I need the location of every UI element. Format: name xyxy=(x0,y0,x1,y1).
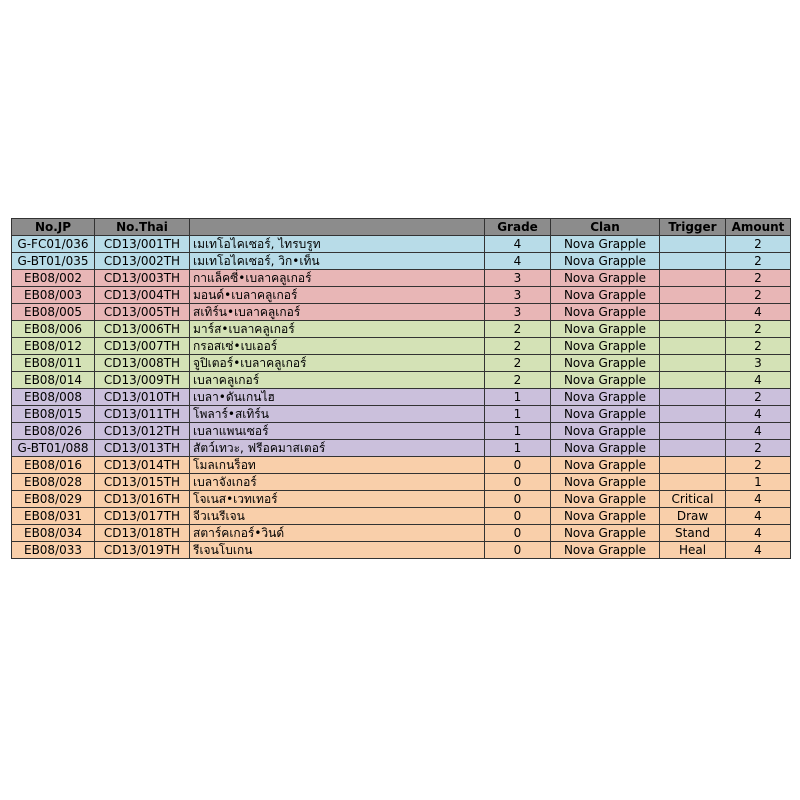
cell-no-jp: EB08/016 xyxy=(12,457,95,474)
cell-no-jp: EB08/011 xyxy=(12,355,95,372)
cell-clan: Nova Grapple xyxy=(551,253,660,270)
table-row xyxy=(12,338,791,355)
cell-no-thai: CD13/015TH xyxy=(95,474,190,491)
cell-trigger xyxy=(660,321,726,338)
cell-grade: 0 xyxy=(485,491,551,508)
table-row xyxy=(12,304,791,321)
header-grade: Grade xyxy=(485,219,551,236)
table-row xyxy=(12,270,791,287)
cell-grade: 1 xyxy=(485,389,551,406)
table-row xyxy=(12,321,791,338)
decklist-table xyxy=(11,218,791,559)
cell-card-name: เบลาคลูเกอร์ xyxy=(190,372,485,389)
cell-no-thai: CD13/010TH xyxy=(95,389,190,406)
cell-card-name: มาร์ส•เบลาคลูเกอร์ xyxy=(190,321,485,338)
cell-grade: 4 xyxy=(485,253,551,270)
table-row xyxy=(12,525,791,542)
cell-clan: Nova Grapple xyxy=(551,389,660,406)
cell-card-name: สัตว์เทวะ, ฟรีอคมาสเตอร์ xyxy=(190,440,485,457)
table-row xyxy=(12,287,791,304)
cell-card-name: เมเทโอไคเซอร์, ไทรบรูท xyxy=(190,236,485,253)
cell-trigger xyxy=(660,287,726,304)
header-card-name xyxy=(190,219,485,236)
table-row xyxy=(12,423,791,440)
cell-clan: Nova Grapple xyxy=(551,423,660,440)
cell-card-name: สเทิร์น•เบลาคลูเกอร์ xyxy=(190,304,485,321)
cell-clan: Nova Grapple xyxy=(551,287,660,304)
cell-no-jp: EB08/026 xyxy=(12,423,95,440)
header-trigger: Trigger xyxy=(660,219,726,236)
table-row xyxy=(12,406,791,423)
cell-card-name: จีวเนรีเจน xyxy=(190,508,485,525)
cell-no-thai: CD13/005TH xyxy=(95,304,190,321)
cell-grade: 4 xyxy=(485,236,551,253)
cell-trigger: Stand xyxy=(660,525,726,542)
table-row xyxy=(12,355,791,372)
cell-card-name: เมเทโอไคเซอร์, วิก•เท็น xyxy=(190,253,485,270)
cell-clan: Nova Grapple xyxy=(551,372,660,389)
cell-grade: 3 xyxy=(485,304,551,321)
cell-clan: Nova Grapple xyxy=(551,270,660,287)
cell-clan: Nova Grapple xyxy=(551,542,660,559)
cell-grade: 0 xyxy=(485,457,551,474)
table-row xyxy=(12,491,791,508)
header-no-jp: No.JP xyxy=(12,219,95,236)
cell-no-thai: CD13/016TH xyxy=(95,491,190,508)
cell-no-jp: EB08/028 xyxy=(12,474,95,491)
cell-no-jp: G-BT01/088 xyxy=(12,440,95,457)
cell-grade: 3 xyxy=(485,270,551,287)
cell-no-jp: EB08/015 xyxy=(12,406,95,423)
cell-trigger xyxy=(660,236,726,253)
cell-trigger: Draw xyxy=(660,508,726,525)
table-row xyxy=(12,542,791,559)
cell-grade: 0 xyxy=(485,474,551,491)
cell-amount: 1 xyxy=(726,474,791,491)
cell-trigger xyxy=(660,457,726,474)
cell-trigger: Critical xyxy=(660,491,726,508)
cell-trigger xyxy=(660,355,726,372)
cell-grade: 2 xyxy=(485,321,551,338)
cell-trigger xyxy=(660,474,726,491)
cell-amount: 2 xyxy=(726,236,791,253)
cell-clan: Nova Grapple xyxy=(551,508,660,525)
cell-card-name: สตาร์คเกอร์•วินด์ xyxy=(190,525,485,542)
cell-clan: Nova Grapple xyxy=(551,457,660,474)
table-row xyxy=(12,372,791,389)
table-row xyxy=(12,389,791,406)
cell-amount: 4 xyxy=(726,525,791,542)
cell-no-jp: G-BT01/035 xyxy=(12,253,95,270)
header-amount: Amount xyxy=(726,219,791,236)
cell-clan: Nova Grapple xyxy=(551,491,660,508)
cell-no-jp: EB08/002 xyxy=(12,270,95,287)
cell-card-name: โมลเกนร็อท xyxy=(190,457,485,474)
cell-grade: 2 xyxy=(485,338,551,355)
cell-card-name: มอนด์•เบลาคลูเกอร์ xyxy=(190,287,485,304)
cell-amount: 2 xyxy=(726,338,791,355)
cell-no-thai: CD13/003TH xyxy=(95,270,190,287)
cell-amount: 2 xyxy=(726,253,791,270)
cell-grade: 1 xyxy=(485,440,551,457)
cell-amount: 2 xyxy=(726,440,791,457)
cell-no-jp: EB08/008 xyxy=(12,389,95,406)
cell-trigger xyxy=(660,389,726,406)
cell-no-thai: CD13/006TH xyxy=(95,321,190,338)
header-row xyxy=(12,219,791,236)
cell-card-name: เบลาแพนเซอร์ xyxy=(190,423,485,440)
cell-amount: 2 xyxy=(726,270,791,287)
cell-no-thai: CD13/017TH xyxy=(95,508,190,525)
cell-grade: 0 xyxy=(485,508,551,525)
cell-amount: 4 xyxy=(726,406,791,423)
cell-no-thai: CD13/012TH xyxy=(95,423,190,440)
header-no-thai: No.Thai xyxy=(95,219,190,236)
cell-no-jp: EB08/014 xyxy=(12,372,95,389)
cell-amount: 4 xyxy=(726,372,791,389)
cell-no-jp: EB08/031 xyxy=(12,508,95,525)
cell-no-thai: CD13/013TH xyxy=(95,440,190,457)
cell-trigger xyxy=(660,270,726,287)
cell-grade: 2 xyxy=(485,372,551,389)
cell-no-jp: EB08/005 xyxy=(12,304,95,321)
cell-trigger xyxy=(660,406,726,423)
cell-trigger: Heal xyxy=(660,542,726,559)
cell-no-jp: EB08/033 xyxy=(12,542,95,559)
cell-no-thai: CD13/008TH xyxy=(95,355,190,372)
header-clan: Clan xyxy=(551,219,660,236)
cell-card-name: เบลา•ดันเกนไฮ xyxy=(190,389,485,406)
cell-no-thai: CD13/009TH xyxy=(95,372,190,389)
cell-no-jp: EB08/012 xyxy=(12,338,95,355)
cell-amount: 4 xyxy=(726,542,791,559)
cell-grade: 1 xyxy=(485,406,551,423)
cell-clan: Nova Grapple xyxy=(551,406,660,423)
cell-no-jp: EB08/029 xyxy=(12,491,95,508)
table-row xyxy=(12,474,791,491)
table-row xyxy=(12,440,791,457)
cell-card-name: จูปิเตอร์•เบลาคลูเกอร์ xyxy=(190,355,485,372)
cell-grade: 0 xyxy=(485,542,551,559)
cell-amount: 4 xyxy=(726,508,791,525)
cell-amount: 4 xyxy=(726,423,791,440)
cell-no-thai: CD13/014TH xyxy=(95,457,190,474)
table-row xyxy=(12,508,791,525)
cell-clan: Nova Grapple xyxy=(551,440,660,457)
cell-no-thai: CD13/002TH xyxy=(95,253,190,270)
cell-no-thai: CD13/001TH xyxy=(95,236,190,253)
cell-no-jp: EB08/006 xyxy=(12,321,95,338)
cell-trigger xyxy=(660,304,726,321)
cell-grade: 0 xyxy=(485,525,551,542)
cell-no-jp: EB08/034 xyxy=(12,525,95,542)
cell-clan: Nova Grapple xyxy=(551,321,660,338)
cell-clan: Nova Grapple xyxy=(551,338,660,355)
cell-no-jp: EB08/003 xyxy=(12,287,95,304)
cell-clan: Nova Grapple xyxy=(551,474,660,491)
cell-amount: 4 xyxy=(726,491,791,508)
cell-grade: 2 xyxy=(485,355,551,372)
cell-trigger xyxy=(660,440,726,457)
cell-amount: 2 xyxy=(726,389,791,406)
cell-trigger xyxy=(660,253,726,270)
cell-no-thai: CD13/007TH xyxy=(95,338,190,355)
cell-no-thai: CD13/004TH xyxy=(95,287,190,304)
cell-amount: 4 xyxy=(726,304,791,321)
cell-clan: Nova Grapple xyxy=(551,355,660,372)
cell-card-name: โพลาร์•สเทิร์น xyxy=(190,406,485,423)
cell-clan: Nova Grapple xyxy=(551,304,660,321)
cell-card-name: กรอสเซ่•เบเออร์ xyxy=(190,338,485,355)
cell-trigger xyxy=(660,423,726,440)
cell-no-thai: CD13/019TH xyxy=(95,542,190,559)
cell-grade: 3 xyxy=(485,287,551,304)
cell-amount: 2 xyxy=(726,321,791,338)
cell-amount: 2 xyxy=(726,457,791,474)
table-row xyxy=(12,253,791,270)
cell-card-name: เบลาจังเกอร์ xyxy=(190,474,485,491)
cell-no-jp: G-FC01/036 xyxy=(12,236,95,253)
cell-card-name: โจเนส•เวทเทอร์ xyxy=(190,491,485,508)
cell-grade: 1 xyxy=(485,423,551,440)
cell-clan: Nova Grapple xyxy=(551,236,660,253)
table-row xyxy=(12,457,791,474)
cell-no-thai: CD13/011TH xyxy=(95,406,190,423)
cell-no-thai: CD13/018TH xyxy=(95,525,190,542)
cell-card-name: รีเจนโบเกน xyxy=(190,542,485,559)
cell-trigger xyxy=(660,338,726,355)
table-row xyxy=(12,236,791,253)
cell-trigger xyxy=(660,372,726,389)
cell-clan: Nova Grapple xyxy=(551,525,660,542)
cell-amount: 3 xyxy=(726,355,791,372)
cell-amount: 2 xyxy=(726,287,791,304)
cell-card-name: กาแล็คซี่•เบลาคลูเกอร์ xyxy=(190,270,485,287)
